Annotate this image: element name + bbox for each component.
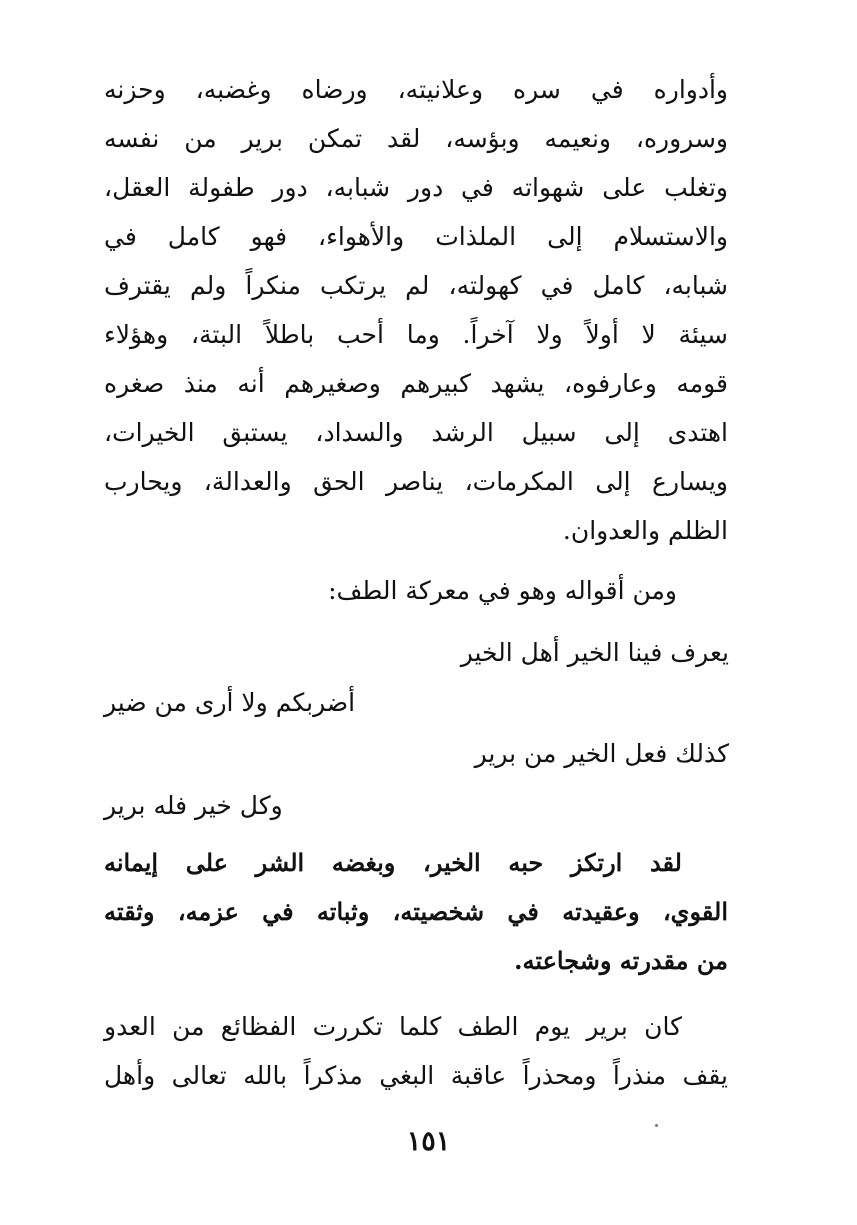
text-line: والاستسلام إلى الملذات والأهواء، فهو كامل في bbox=[104, 222, 728, 251]
text-line: وأدواره في سره وعلانيته، ورضاه وغضبه، وحزنه bbox=[104, 75, 728, 104]
verse-intro: ومن أقواله وهو في معركة الطف: bbox=[328, 576, 677, 605]
text-line: يقف منذراً ومحذراً عاقبة البغي مذكراً بالله تعالى وأهل bbox=[104, 1061, 728, 1090]
text-line: الظلم والعدوان. bbox=[562, 516, 728, 545]
verse-line: أضربكم ولا أرى من ضير bbox=[104, 688, 356, 717]
text-line: ويسارع إلى المكرمات، يناصر الحق والعدالة، ويحارب bbox=[104, 467, 728, 496]
text-line: سيئة لا أولاً ولا آخراً. وما أحب باطلاً البتة، وهؤلاء bbox=[104, 320, 728, 349]
page-number: ١٥١ bbox=[406, 1126, 451, 1157]
text-line: اهتدى إلى سبيل الرشد والسداد، يستبق الخيرات، bbox=[104, 418, 728, 447]
verse-line: يعرف فينا الخير أهل الخير bbox=[460, 638, 729, 667]
verse-line: وكل خير فله برير bbox=[104, 791, 283, 820]
text-line: وتغلب على شهواته في دور شبابه، دور طفولة العقل، bbox=[104, 173, 728, 202]
paragraph-3 bbox=[104, 1002, 728, 1100]
text-line: وسروره، ونعيمه وبؤسه، لقد تمكن برير من نفسه bbox=[104, 124, 728, 153]
text-line: لقد ارتكز حبه الخير، وبغضه الشر على إيمانه bbox=[104, 848, 682, 877]
text-line: القوي، وعقيدته في شخصيته، وثباته في عزمه، وثقته bbox=[104, 897, 728, 926]
paragraph-1 bbox=[104, 65, 728, 555]
text-line: قومه وعارفوه، يشهد كبيرهم وصغيرهم أنه منذ صغره bbox=[104, 369, 728, 398]
text-line: كان برير يوم الطف كلما تكررت الفظائع من العدو bbox=[104, 1012, 682, 1041]
paragraph-2 bbox=[104, 838, 728, 985]
text-line: من مقدرته وشجاعته. bbox=[514, 946, 728, 975]
verse-line: كذلك فعل الخير من برير bbox=[474, 739, 729, 768]
text-line: شبابه، كامل في كهولته، لم يرتكب منكراً ولم يقترف bbox=[104, 271, 728, 300]
